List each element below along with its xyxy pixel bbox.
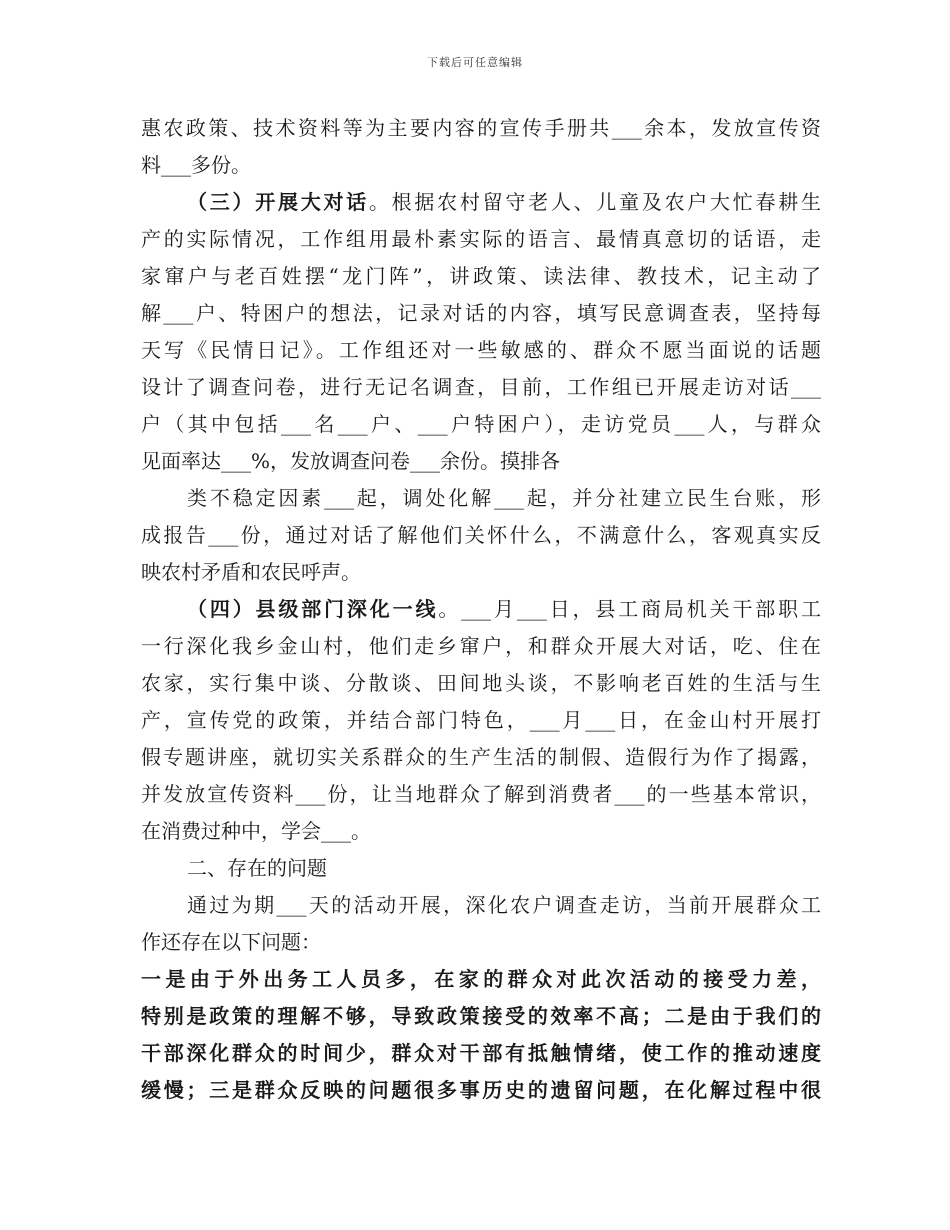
text-line [141, 924, 821, 961]
text-run: 天写《民情日记》。工作组还对一些敏感的、群众不愿当面说的话题 [141, 338, 821, 362]
text-line [141, 332, 821, 369]
text-run: 见面率达___%，发放调查问卷___余份。摸排各 [141, 449, 561, 473]
text-line [141, 517, 821, 554]
text-line [141, 443, 821, 480]
text-run: 假专题讲座，就切实关系群众的生产生活的制假、造假行为作了揭露， [141, 745, 821, 769]
text-run: 并发放宣传资料___份，让当地群众了解到消费者___的一些基本常识， [141, 782, 821, 806]
text-run: 惠农政策、技术资料等为主要内容的宣传手册共___余本，发放宣传资 [141, 116, 821, 140]
text-run: 料___多份。 [141, 153, 251, 177]
text-run: 映农村矛盾和农民呼声。 [141, 560, 361, 584]
text-run: 通过为期___天的活动开展，深化农户调查走访，当前开展群众工 [187, 893, 821, 917]
document-body [141, 110, 821, 1109]
text-run: 家窜户与老百姓摆“龙门阵”，讲政策、读法律、教技术，记主动了 [141, 264, 821, 288]
text-line [141, 739, 821, 776]
text-run: 产的实际情况，工作组用最朴素实际的语言、最情真意切的话语，走 [141, 227, 821, 251]
text-run: 。根据农村留守老人、儿童及农户大忙春耕生 [368, 190, 821, 214]
text-line [141, 1035, 821, 1072]
text-line [141, 480, 821, 517]
text-line [141, 1072, 821, 1109]
text-line [141, 702, 821, 739]
text-line [141, 887, 821, 924]
text-line [141, 591, 821, 628]
text-line [141, 813, 821, 850]
text-line [141, 776, 821, 813]
bold-text-run: 一是由于外出务工人员多，在家的群众对此次活动的接受力差， [141, 967, 821, 991]
paragraph [141, 184, 821, 480]
bold-text-run: 缓慢；三是群众反映的问题很多事历史的遗留问题，在化解过程中很 [141, 1078, 821, 1102]
text-run: 产，宣传党的政策，并结合部门特色，___月___日，在金山村开展打 [141, 708, 821, 732]
text-run: 解___户、特困户的想法，记录对话的内容，填写民意调查表，坚持每 [141, 301, 821, 325]
text-line [141, 665, 821, 702]
paragraph [141, 850, 821, 887]
page-header: 下载后可任意编辑 [427, 56, 523, 69]
text-line [141, 850, 821, 887]
text-run: 成报告___份，通过对话了解他们关怀什么，不满意什么，客观真实反 [141, 523, 821, 547]
text-line [141, 554, 821, 591]
text-run: 农家，实行集中谈、分散谈、田间地头谈，不影响老百姓的生活与生 [141, 671, 821, 695]
text-run: 户（其中包括___名___户、___户特困户），走访党员___人，与群众 [141, 412, 821, 436]
paragraph [141, 887, 821, 961]
text-line [141, 628, 821, 665]
paragraph [141, 961, 821, 1109]
text-line [141, 221, 821, 258]
text-line [141, 184, 821, 221]
text-line [141, 998, 821, 1035]
text-run: 设计了调查问卷，进行无记名调查，目前，工作组已开展走访对话___ [141, 375, 821, 399]
bold-text-run: 干部深化群众的时间少，群众对干部有抵触情绪，使工作的推动速度 [141, 1041, 821, 1065]
text-run: 作还存在以下问题： [141, 930, 321, 954]
text-line [141, 406, 821, 443]
text-line [141, 147, 821, 184]
text-run: 在消费过种中，学会___。 [141, 819, 371, 843]
bold-text-run: 特别是政策的理解不够，导致政策接受的效率不高；二是由于我们的 [141, 1004, 821, 1028]
text-line [141, 295, 821, 332]
bold-text-run: （三）开展大对话 [187, 190, 369, 214]
text-run: 。___月___日，县工商局机关干部职工 [438, 597, 821, 621]
text-line [141, 961, 821, 998]
text-run: 二、存在的问题 [187, 856, 327, 880]
text-line [141, 369, 821, 406]
bold-text-run: （四）县级部门深化一线 [187, 597, 439, 621]
text-run: 类不稳定因素___起，调处化解___起，并分社建立民生台账，形 [187, 486, 821, 510]
text-line [141, 110, 821, 147]
text-line [141, 258, 821, 295]
paragraph [141, 110, 821, 184]
text-run: 一行深化我乡金山村，他们走乡窜户，和群众开展大对话，吃、住在 [141, 634, 821, 658]
paragraph [141, 480, 821, 591]
paragraph [141, 591, 821, 850]
